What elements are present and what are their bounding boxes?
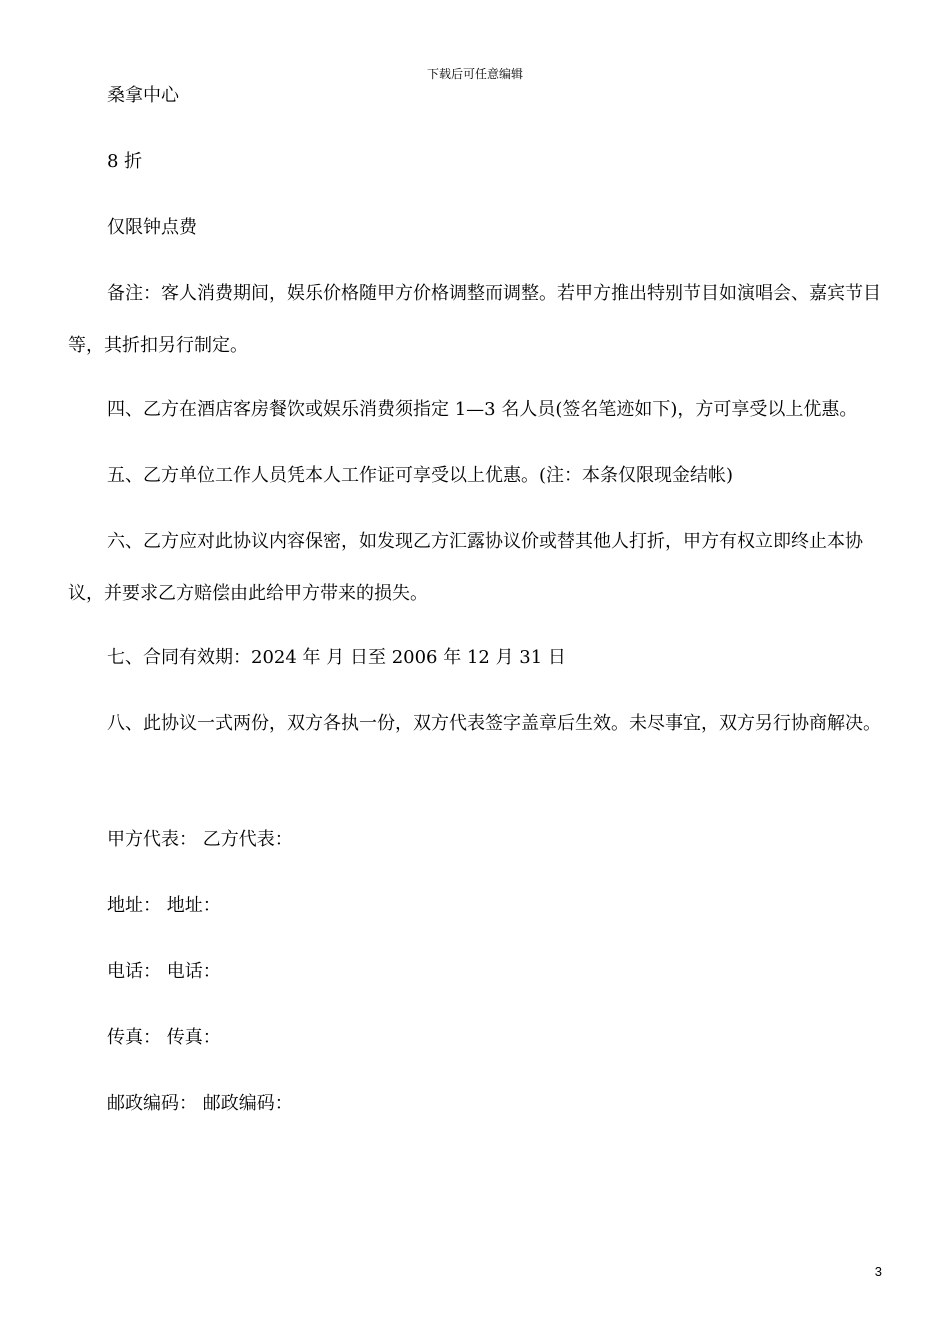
signature-address: 地址： 地址： [107, 895, 221, 916]
header-note: 下载后可任意编辑 [426, 67, 523, 81]
signature-postal-code: 邮政编码： 邮政编码： [107, 1093, 293, 1114]
paragraph-clause-8: 八、此协议一式两份，双方各执一份，双方代表签字盖章后生效。未尽事宜，双方另行协商解决。 [107, 713, 881, 734]
signature-representatives: 甲方代表： 乙方代表： [107, 829, 293, 850]
signature-fax: 传真： 传真： [107, 1027, 221, 1048]
paragraph-clause-5: 五、乙方单位工作人员凭本人工作证可享受以上优惠。(注：本条仅限现金结帐) [107, 465, 734, 486]
paragraph-discount: 8 折 [107, 151, 143, 172]
paragraph-sauna-center: 桑拿中心 [107, 85, 179, 106]
page-number: 3 [874, 1264, 882, 1279]
paragraph-remark: 备注：客人消费期间，娱乐价格随甲方价格调整而调整。若甲方推出特别节目如演唱会、嘉宾节目等，其折扣另行制定。 [68, 283, 881, 356]
paragraph-clause-7: 七、合同有效期：2024 年 月 日至 2006 年 12 月 31 日 [107, 647, 566, 668]
signature-phone: 电话： 电话： [107, 961, 221, 982]
paragraph-clause-6: 六、乙方应对此协议内容保密，如发现乙方汇露协议价或替其他人打折，甲方有权立即终止本协议，并要求乙方赔偿由此给甲方带来的损失。 [68, 531, 863, 604]
paragraph-hourly-fee: 仅限钟点费 [107, 217, 197, 238]
paragraph-clause-4: 四、乙方在酒店客房餐饮或娱乐消费须指定 1—3 名人员(签名笔迹如下)，方可享受以上优惠。 [107, 399, 858, 420]
